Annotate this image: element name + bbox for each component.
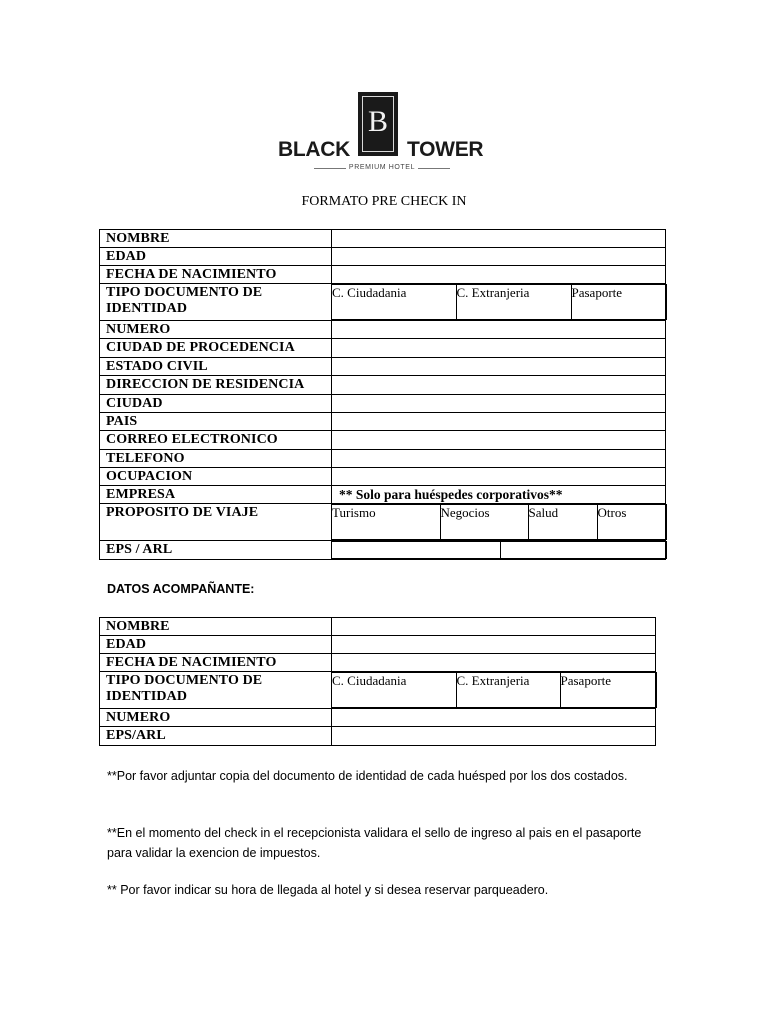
companion-label-fecha-nacimiento: FECHA DE NACIMIENTO (100, 654, 332, 672)
logo-word-right: TOWER (407, 138, 484, 161)
option-c-extranjeria[interactable]: C. Extranjeria (456, 285, 571, 320)
companion-form-table (99, 617, 656, 746)
logo-monogram: B (367, 105, 388, 138)
companion-label-edad: EDAD (100, 636, 332, 654)
label-tipo-documento: TIPO DOCUMENTO DE IDENTIDAD (100, 284, 332, 321)
logo-word-left: BLACK (278, 138, 350, 161)
note-passport-stamp: **En el momento del check in el recepcionista validara el sello de ingreso al pais en el pasaporte para validar la exencion de impuestos. (107, 826, 642, 860)
label-correo: CORREO ELECTRONICO (100, 431, 332, 450)
form-title: FORMATO PRE CHECK IN (301, 194, 467, 209)
companion-input-numero[interactable] (332, 709, 656, 727)
doc-type-options (332, 284, 667, 320)
label-nombre: NOMBRE (100, 230, 332, 248)
companion-label-numero: NUMERO (100, 709, 332, 727)
option-pasaporte[interactable]: Pasaporte (571, 285, 666, 320)
input-estado-civil[interactable] (332, 358, 666, 376)
option-salud[interactable]: Salud (528, 505, 597, 540)
purpose-options (332, 504, 667, 540)
note-arrival-parking: ** Por favor indicar su hora de llegada al hotel y si desea reservar parqueadero. (107, 883, 549, 897)
input-nombre[interactable] (332, 230, 666, 248)
companion-heading: DATOS ACOMPAÑANTE: (107, 582, 255, 596)
option-otros[interactable]: Otros (597, 505, 666, 540)
input-ocupacion[interactable] (332, 468, 666, 486)
label-edad: EDAD (100, 248, 332, 266)
label-proposito: PROPOSITO DE VIAJE (100, 504, 332, 541)
input-fecha-nacimiento[interactable] (332, 266, 666, 284)
companion-doc-type-options (332, 672, 657, 708)
label-eps: EPS / ARL (100, 541, 332, 560)
guest-form-table (99, 229, 666, 560)
hotel-logo (274, 92, 490, 178)
companion-option-c-ciudadania[interactable]: C. Ciudadania (332, 673, 456, 708)
label-telefono: TELEFONO (100, 450, 332, 468)
logo-emblem (358, 92, 398, 156)
eps-fields (332, 541, 667, 559)
empresa-note: ** Solo para huéspedes corporativos** (332, 486, 666, 504)
companion-input-eps[interactable] (332, 727, 656, 746)
label-numero: NUMERO (100, 321, 332, 339)
companion-option-pasaporte[interactable]: Pasaporte (560, 673, 656, 708)
label-pais: PAIS (100, 413, 332, 431)
option-turismo[interactable]: Turismo (332, 505, 440, 540)
input-ciudad[interactable] (332, 395, 666, 413)
input-direccion[interactable] (332, 376, 666, 395)
input-ciudad-procedencia[interactable] (332, 339, 666, 358)
input-edad[interactable] (332, 248, 666, 266)
companion-label-eps: EPS/ARL (100, 727, 332, 746)
label-direccion: DIRECCION DE RESIDENCIA (100, 376, 332, 395)
input-telefono[interactable] (332, 450, 666, 468)
logo-tagline: PREMIUM HOTEL (348, 164, 416, 171)
companion-label-nombre: NOMBRE (100, 618, 332, 636)
label-ocupacion: OCUPACION (100, 468, 332, 486)
label-fecha-nacimiento: FECHA DE NACIMIENTO (100, 266, 332, 284)
input-numero[interactable] (332, 321, 666, 339)
input-correo[interactable] (332, 431, 666, 450)
companion-option-c-extranjeria[interactable]: C. Extranjeria (456, 673, 560, 708)
input-arl[interactable] (500, 542, 666, 559)
input-eps[interactable] (332, 542, 500, 559)
input-pais[interactable] (332, 413, 666, 431)
option-c-ciudadania[interactable]: C. Ciudadania (332, 285, 456, 320)
companion-label-tipo-documento: TIPO DOCUMENTO DE IDENTIDAD (100, 672, 332, 709)
note-document-copy: **Por favor adjuntar copia del documento de identidad de cada huésped por los dos costados. (107, 769, 628, 783)
companion-input-fecha-nacimiento[interactable] (332, 654, 656, 672)
label-estado-civil: ESTADO CIVIL (100, 358, 332, 376)
label-ciudad: CIUDAD (100, 395, 332, 413)
label-ciudad-procedencia: CIUDAD DE PROCEDENCIA (100, 339, 332, 358)
label-empresa: EMPRESA (100, 486, 332, 504)
option-negocios[interactable]: Negocios (440, 505, 528, 540)
companion-input-nombre[interactable] (332, 618, 656, 636)
companion-input-edad[interactable] (332, 636, 656, 654)
